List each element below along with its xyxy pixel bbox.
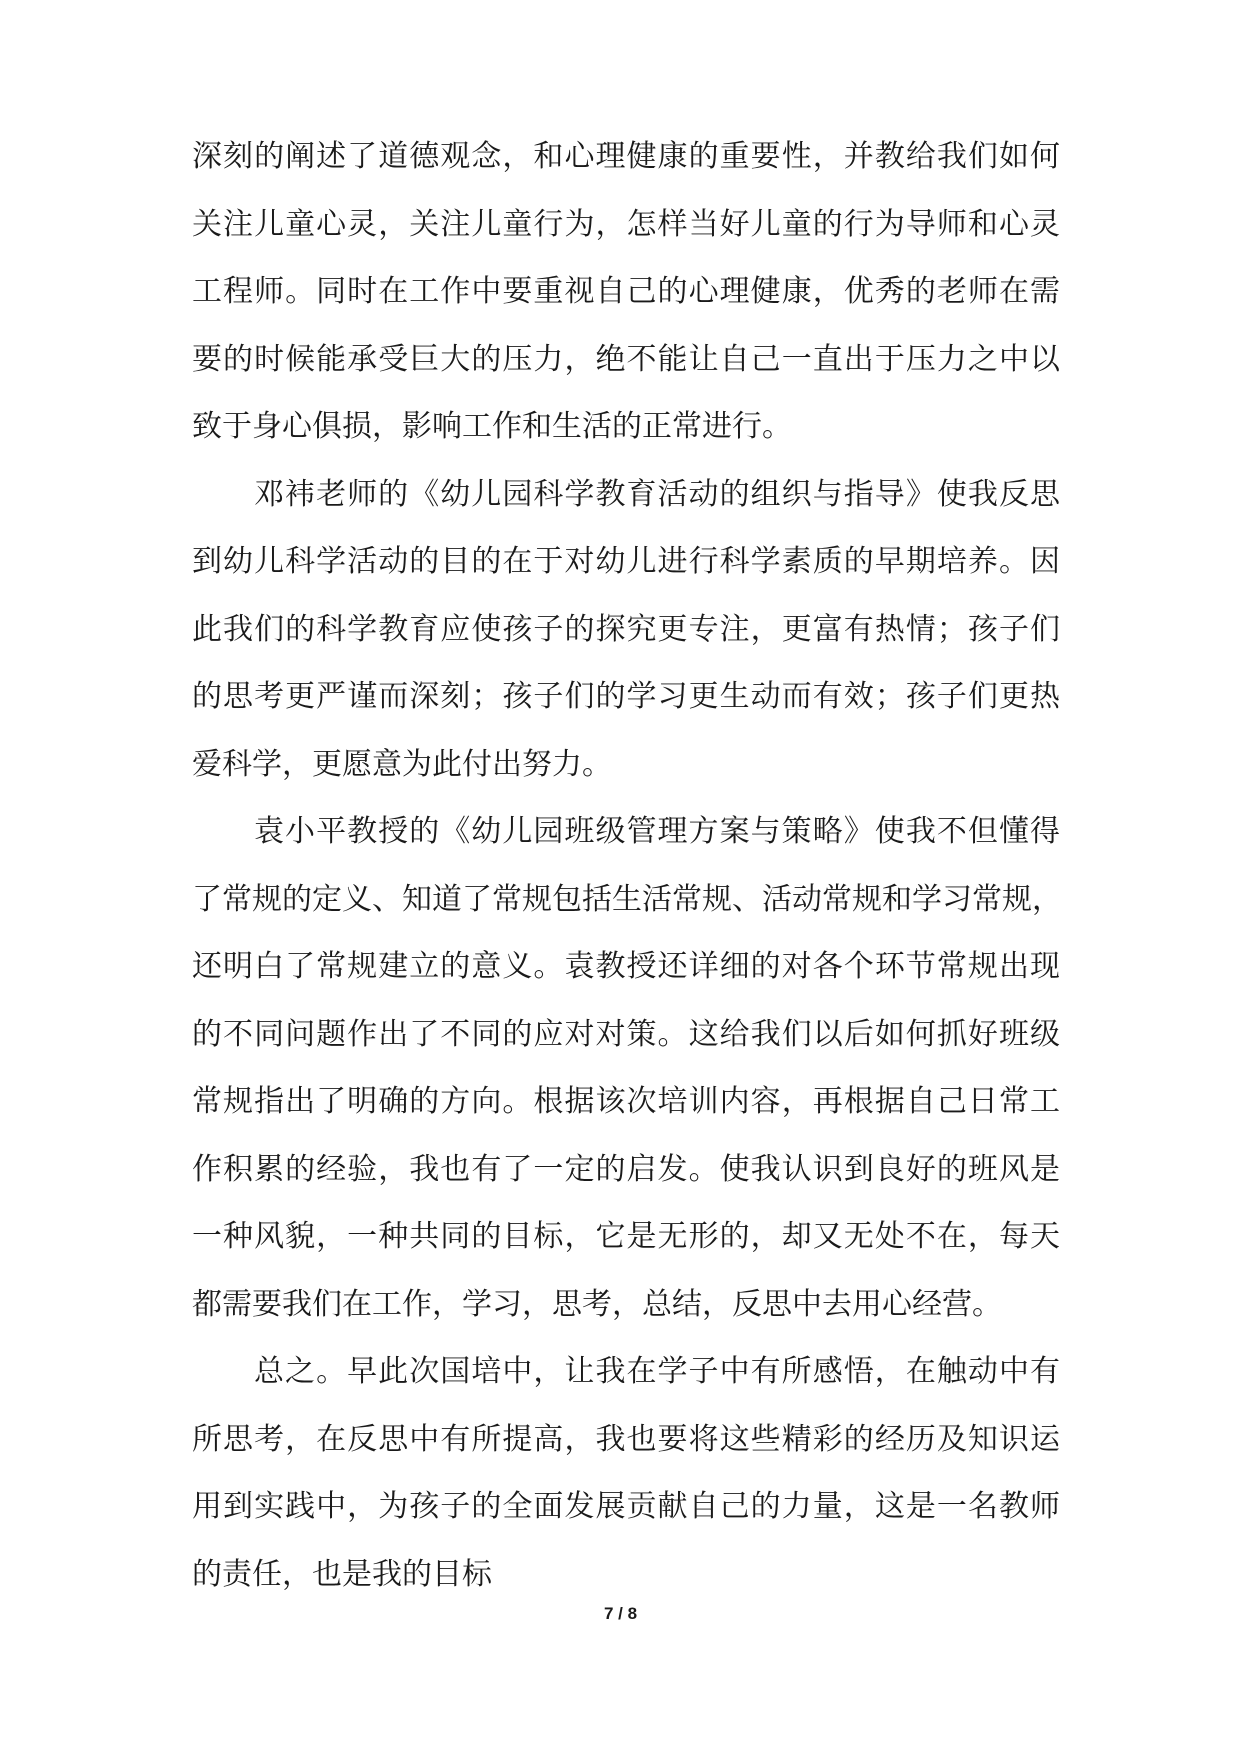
text-line: 关注儿童心灵，关注儿童行为，怎样当好儿童的行为导师和心灵 <box>192 206 1060 242</box>
text-line: 邓袆老师的《幼儿园科学教育活动的组织与指导》使我反思 <box>254 476 1060 512</box>
text-line: 致于身心俱损，影响工作和生活的正常进行。 <box>192 409 792 444</box>
text-line: 工程师。同时在工作中要重视自己的心理健康，优秀的老师在需 <box>192 274 1060 309</box>
text-line: 总之。早此次国培中，让我在学子中有所感悟，在触动中有 <box>254 1354 1060 1389</box>
text-line: 所思考，在反思中有所提高，我也要将这些精彩的经历及知识运 <box>192 1421 1060 1457</box>
text-line: 用到实践中，为孩子的全面发展贡献自己的力量，这是一名教师 <box>192 1489 1060 1524</box>
text-line: 袁小平教授的《幼儿园班级管理方案与策略》使我不但懂得 <box>254 814 1060 849</box>
text-line: 到幼儿科学活动的目的在于对幼儿进行科学素质的早期培养。因 <box>192 544 1060 579</box>
paragraph <box>192 798 1060 1338</box>
text-line: 都需要我们在工作，学习，思考，总结，反思中去用心经营。 <box>192 1286 1002 1322</box>
text-line: 常规指出了明确的方向。根据该次培训内容，再根据自己日常工 <box>192 1084 1060 1119</box>
text-line: 一种风貌，一种共同的目标，它是无形的，却又无处不在，每天 <box>192 1219 1060 1254</box>
text-line: 的责任，也是我的目标 <box>192 1556 492 1592</box>
paragraph <box>192 1338 1060 1608</box>
text-line: 作积累的经验，我也有了一定的启发。使我认识到良好的班风是 <box>192 1151 1060 1187</box>
text-line: 爱科学，更愿意为此付出努力。 <box>192 746 612 782</box>
text-line: 的不同问题作出了不同的应对对策。这给我们以后如何抓好班级 <box>192 1016 1060 1052</box>
text-line: 此我们的科学教育应使孩子的探究更专注，更富有热情；孩子们 <box>192 611 1060 647</box>
body-text <box>192 123 1060 1608</box>
text-line: 还明白了常规建立的意义。袁教授还详细的对各个环节常规出现 <box>192 949 1060 984</box>
page-number: 7 / 8 <box>603 1604 638 1623</box>
paragraph <box>192 461 1060 799</box>
text-line: 要的时候能承受巨大的压力，绝不能让自己一直出于压力之中以 <box>192 341 1060 377</box>
text-line: 深刻的阐述了道德观念，和心理健康的重要性，并教给我们如何 <box>192 139 1060 174</box>
text-line: 的思考更严谨而深刻；孩子们的学习更生动而有效；孩子们更热 <box>192 679 1060 714</box>
paragraph <box>192 123 1060 461</box>
text-line: 了常规的定义、知道了常规包括生活常规、活动常规和学习常规， <box>192 881 1062 917</box>
